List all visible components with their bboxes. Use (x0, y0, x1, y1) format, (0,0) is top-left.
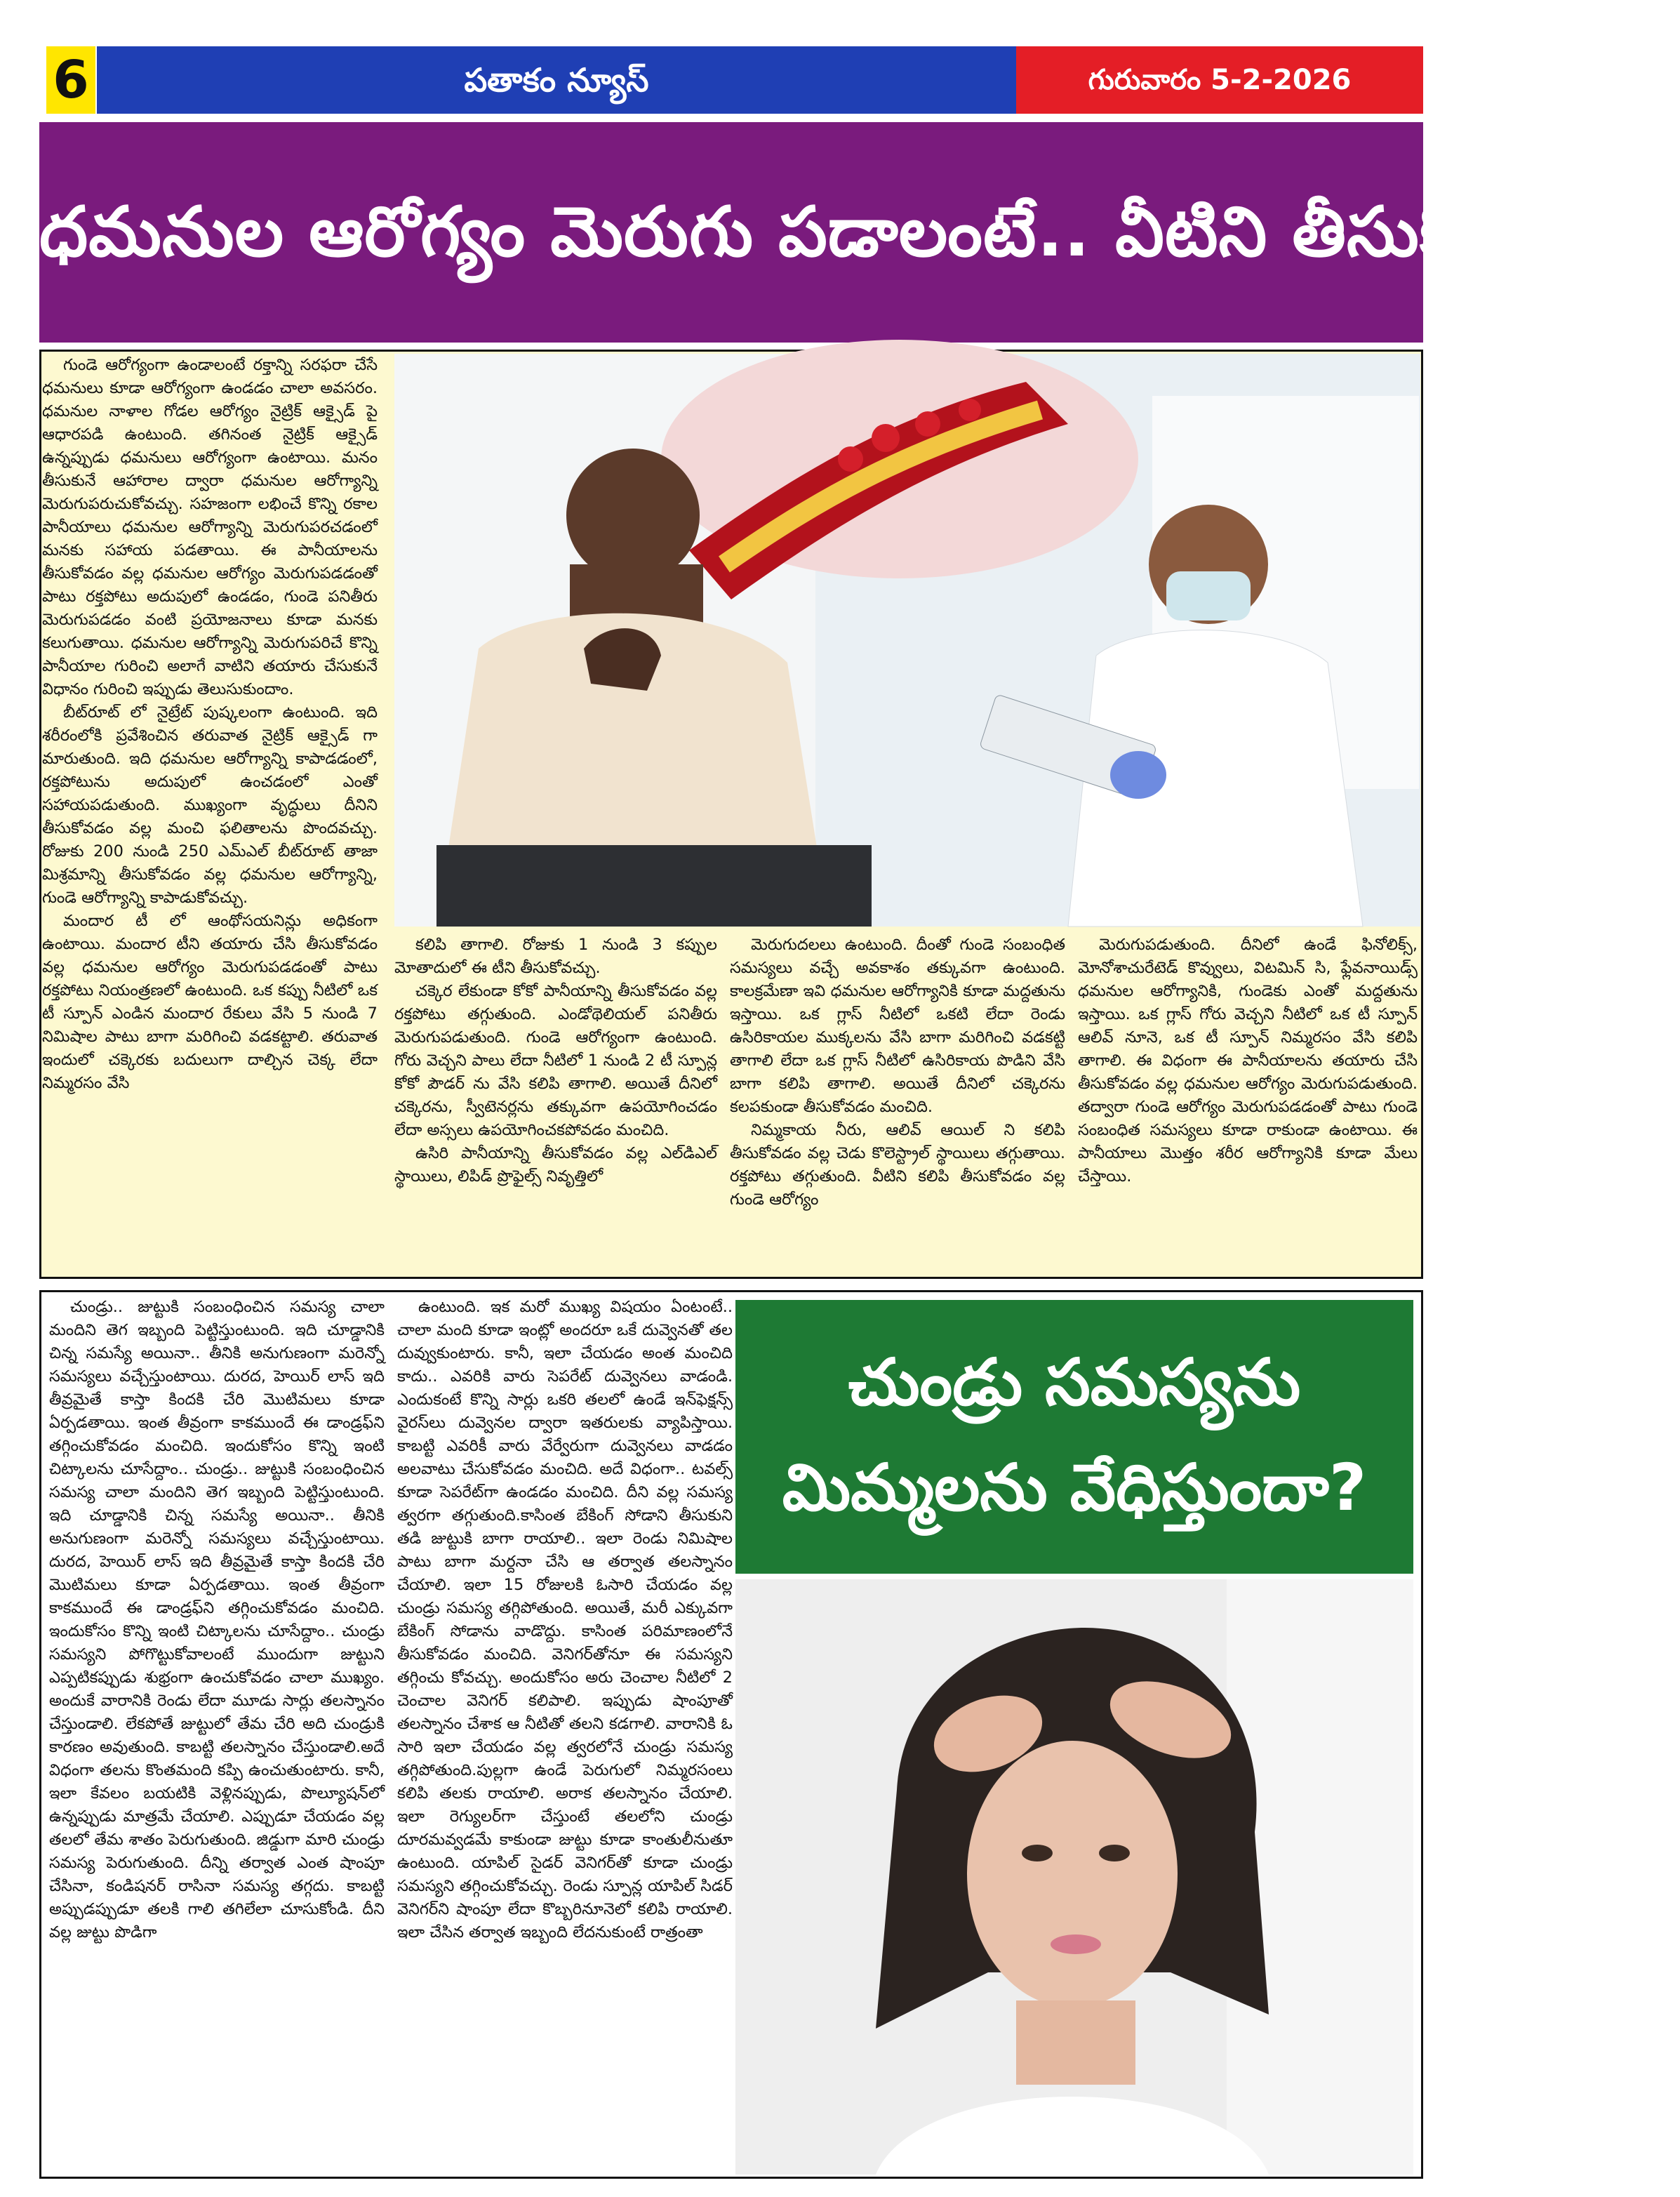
article2-column-1 (49, 1296, 385, 2173)
article1-column-1 (42, 354, 378, 1266)
article1-paragraph: బీట్‌రూట్ లో నైట్రేట్ పుష్కలంగా ఉంటుంది. ఇది శరీరంలోకి ప్రవేశించిన తరువాత నైట్రిక్ ఆక్సైడ్ గా మారుతుంది. ఇది ధమనుల ఆరోగ్యాన్ని కాపాడడంలో, రక్తపోటును అదుపులో ఉంచడంలో ఎంతో సహాయపడుతుంది. ముఖ్యంగా వృద్ధులు దీనిని తీసుకోవడం వల్ల మంచి ఫలితాలను పొందవచ్చు. రోజుకు 200 నుండి 250 ఎమ్ఎల్ బీట్‌రూట్ తాజా మిశ్రమాన్ని తీసుకోవడం వల్ల ధమనుల ఆరోగ్యాన్ని, గుండె ఆరోగ్యాన్ని కాపాడుకోవచ్చు. (42, 703, 378, 907)
article1-column-2 (394, 934, 717, 1270)
article2-headline-line1: చుండ్రు సమస్యను (848, 1345, 1301, 1420)
article1-paragraph: మెరుగుపడుతుంది. దీనిలో ఉండే ఫినోలిక్స్, మోనోశాచురేటెడ్ కొవ్వులు, విటమిన్ సి, ఫ్లేవనాయిడ్స్ ధమనుల ఆరోగ్యానికి, గుండెకు ఎంతో మద్దతును ఇస్తాయి. ఒక గ్లాస్ గోరు వెచ్చని నీటిలో ఒక టీ స్పూన్ ఆలివ్ నూనె, ఒక టీ స్పూన్ నిమ్మరసం వేసి కలిపి తాగాలి. ఈ విధంగా ఈ పానీయాలను తయారు చేసి తీసుకోవడం వల్ల ధమనుల ఆరోగ్యం మెరుగుపడుతుంది. తద్వారా గుండె ఆరోగ్యం మెరుగుపడడంతో పాటు గుండె సంబంధిత సమస్యలు కూడా రాకుండా ఉంటాయి. ఈ పానీయాలు మొత్తం శరీర ఆరోగ్యానికి కూడా మేలు చేస్తాయి. (1078, 936, 1418, 1186)
article1-headline: ధమనుల ఆరోగ్యం మెరుగు పడాలంటే.. వీటిని తీసుకోవాలి..! (39, 122, 1423, 343)
article1-photo (394, 354, 1420, 927)
article1-paragraph: మెరుగుదలలు ఉంటుంది. దీంతో గుండె సంబంధిత సమస్యలు వచ్చే అవకాశం తక్కువగా ఉంటుంది. కాలక్రమేణా ఇవి ధమనుల ఆరోగ్యానికి కూడా మద్దతును ఇస్తాయి. ఒక గ్లాస్ నీటిలో ఒకటి లేదా రెండు ఉసిరికాయల ముక్కలను వేసి బాగా మరిగించి వడకట్టి తాగాలి లేదా ఒక గ్లాస్ నీటిలో ఉసిరికాయ పొడిని వేసి బాగా కలిపి తాగాలి. అయితే దీనిలో చక్కెరను కలపకుండా తీసుకోవడం మంచిది. (730, 936, 1065, 1116)
article1-column-4 (1078, 934, 1418, 1270)
article1-column-3 (730, 934, 1065, 1270)
issue-date: గురువారం 5-2-2026 (1016, 46, 1423, 114)
article1-paragraph: నిమ్మకాయ నీరు, ఆలివ్ ఆయిల్ ని కలిపి తీసుకోవడం వల్ల చెడు కొలెస్ట్రాల్ స్థాయిలు తగ్గుతాయి. రక్తపోటు తగ్గుతుంది. వీటిని కలిపి తీసుకోవడం వల్ల గుండె ఆరోగ్యం (730, 1121, 1065, 1209)
woman-scalp-illustration (735, 1579, 1413, 2175)
article2-photo (735, 1579, 1413, 2175)
article2-headline (735, 1300, 1413, 1574)
page-number: 6 (46, 46, 95, 114)
article2-paragraph: ఉంటుంది. ఇక మరో ముఖ్య విషయం ఏంటంటే.. చాలా మంది కూడా ఇంట్లో అందరూ ఒకే దువ్వెనతో తల దువ్వుకుంటారు. కానీ, ఇలా చేయడం అంత మంచిది కాదు.. ఎవరికి వారు సెపరేట్ దువ్వెనలు వాడండి. ఎందుకంటే కొన్ని సార్లు ఒకరి తలలో ఉండే ఇన్‌ఫెక్షన్స్ వైరస్‌లు దువ్వెనల ద్వారా ఇతరులకు వ్యాపిస్తాయి. కాబట్టి ఎవరికీ వారు వేర్వేరుగా దువ్వెనలు వాడడం అలవాటు చేసుకోవడం మంచిది. అదే విధంగా.. టవల్స్ కూడా సెపరేట్‌గా ఉండడం మంచిది. దీని వల్ల సమస్య త్వరగా తగ్గుతుంది.కాసింత బేకింగ్ సోడాని తీసుకుని తడి జుట్టుకి బాగా రాయాలి.. ఇలా రెండు నిమిషాల పాటు బాగా మర్దనా చేసి ఆ తర్వాత తలస్నానం చేయాలి. ఇలా 15 రోజులకి ఓసారి చేయడం వల్ల చుండ్రు సమస్య తగ్గిపోతుంది. అయితే, మరీ ఎక్కువగా బేకింగ్ సోడాను వాడొద్దు. కాసింత పరిమాణంలోనే తీసుకోవడం మంచిది. వెనిగర్‌తోనూ ఈ సమస్యని తగ్గించు కోవచ్చు. అందుకోసం అరు చెంచాల నీటిలో 2 చెంచాల వెనిగర్ కలిపాలి. ఇప్పుడు షాంపూతో తలస్నానం చేశాక ఆ నీటితో తలని కడగాలి. వారానికి ఓ సారి ఇలా చేయడం వల్ల త్వరలోనే చుండ్రు సమస్య తగ్గిపోతుంది.పుల్లగా ఉండే పెరుగులో నిమ్మరసంలు కలిపి తలకు రాయాలి. అరాక తలస్నానం చేయాలి. ఇలా రెగ్యులర్‌గా చేస్తుంటే తలలోని చుండ్రు దూరమవ్వడమే కాకుండా జుట్టు కూడా కాంతులీనుతూ ఉంటుంది. యాపిల్ సైడర్ వెనిగర్‌తో కూడా చుండ్రు సమస్యని తగ్గించుకోవచ్చు. రెండు స్పూన్ల యాపిల్ సిడర్ వెనిగర్‌ని షాంపూ లేదా కొబ్బరినూనెలో కలిపి రాయాలి. ఇలా చేసిన తర్వాత ఇబ్బంది లేదనుకుంటే రాత్రంతా (397, 1298, 733, 1942)
article2-column-2 (397, 1296, 733, 2173)
article2-paragraph: చుండ్రు.. జుట్టుకి సంబంధించిన సమస్య చాలా మందిని తెగ ఇబ్బంది పెట్టిస్తుంటుంది. ఇది చూడ్డానికి చిన్న సమస్యే అయినా.. తీనికి అనుగుణంగా మరెన్నో సమస్యలు వచ్చేస్తుంటాయి. దురద, హెయిర్ లాస్ ఇది తీవ్రమైతే కాస్తా కిందకి చేరి మొటిమలు కూడా ఏర్పడతాయి. ఇంత తీవ్రంగా కాకముందే ఈ డాండ్రఫ్‌ని తగ్గించుకోవడం మంచిది. ఇందుకోసం కొన్ని ఇంటి చిట్కాలను చూసేద్దాం.. చుండ్రు.. జుట్టుకి సంబంధించిన సమస్య చాలా మందిని తెగ ఇబ్బంది పెట్టిస్తుంటుంది. ఇది చూడ్డానికి చిన్న సమస్యే అయినా.. తీనికి అనుగుణంగా మరెన్నో సమస్యలు వచ్చేస్తుంటాయి. దురద, హెయిర్ లాస్ ఇది తీవ్రమైతే కాస్తా కిందకి చేరి మొటిమలు కూడా ఏర్పడతాయి. ఇంత తీవ్రంగా కాకముందే ఈ డాండ్రఫ్‌ని తగ్గించుకోవడం మంచిది. ఇందుకోసం కొన్ని ఇంటి చిట్కాలను చూసేద్దాం.. చుండ్రు సమస్యని పోగొట్టుకోవాలంటే ముందుగా జుట్టుని ఎప్పటికప్పుడు శుభ్రంగా ఉంచుకోవడం చాలా ముఖ్యం. అందుకే వారానికి రెండు లేదా మూడు సార్లు తలస్నానం చేస్తుండాలి. లేకపోతే జుట్టులో తేమ చేరి అది చుండ్రుకి కారణం అవుతుంది. కాబట్టి తలస్నానం చేస్తుండాలి.అదే విధంగా తలను కొంతమంది కప్పి ఉంచుతుంటారు. కానీ, ఇలా కేవలం బయటికి వెళ్లినప్పుడు, పొల్యూషన్‌లో ఉన్నప్పుడు మాత్రమే చేయాలి. ఎప్పుడూ చేయడం వల్ల తలలో తేమ శాతం పెరుగుతుంది. జిడ్డుగా మారి చుండ్రు సమస్య పెరుగుతుంది. దీన్ని తర్వాత ఎంత షాంపూ చేసినా, కండిషనర్ రాసినా సమస్య తగ్గదు. కాబట్టి అప్పుడప్పుడూ తలకి గాలి తగిలేలా చూసుకోండి. దీని వల్ల జుట్టు పొడిగా (49, 1298, 385, 1942)
article1-paragraph: ఉసిరి పానీయాన్ని తీసుకోవడం వల్ల ఎల్‌డిఎల్ స్థాయిలు, లిపిడ్ ప్రొఫైల్స్ నివృత్తిలో (394, 1144, 717, 1186)
article1-paragraph: మందార టీ లో ఆంథోసయనిన్లు అధికంగా ఉంటాయి. మందార టీని తయారు చేసి తీసుకోవడం వల్ల ధమనుల ఆరోగ్యం మెరుగుపడడంతో పాటు రక్తపోటు నియంత్రణలో ఉంటుంది. ఒక కప్పు నీటిలో ఒక టీ స్పూన్ ఎండిన మందార రేకులు వేసి 5 నుండి 7 నిమిషాల పాటు బాగా మరిగించి వడకట్టాలి. తరువాత ఇందులో చక్కెరకు బదులుగా దాల్చిన చెక్క లేదా నిమ్మరసం వేసి (42, 912, 378, 1092)
article1-paragraph: గుండె ఆరోగ్యంగా ఉండాలంటే రక్తాన్ని సరఫరా చేసే ధమనులు కూడా ఆరోగ్యంగా ఉండడం చాలా అవసరం. ధమనుల నాళాల గోడల ఆరోగ్యం నైట్రిక్ ఆక్సైడ్ పై ఆధారపడి ఉంటుంది. తగినంత నైట్రిక్ ఆక్సైడ్ ఉన్నప్పుడు ధమనులు ఆరోగ్యంగా ఉంటాయి. మనం తీసుకునే ఆహారాల ద్వారా ధమనుల ఆరోగ్యాన్ని మెరుగుపరుచుకోవచ్చు. సహజంగా లభించే కొన్ని రకాల పానీయాలు ధమనుల ఆరోగ్యాన్ని మెరుగుపరచడంలో మనకు సహాయ పడతాయి. ఈ పానీయాలను తీసుకోవడం వల్ల ధమనుల ఆరోగ్యం మెరుగుపడడంతో పాటు రక్తపోటు అదుపులో ఉండడం, గుండె పనితీరు మెరుగుపడడం వంటి ప్రయోజనాలు కూడా మనకు కలుగుతాయి. ధమనుల ఆరోగ్యాన్ని మెరుగుపరిచే కొన్ని పానీయాల గురించి అలాగే వాటిని తయారు చేసుకునే విధానం గురించి ఇప్పుడు తెలుసుకుందాం. (42, 356, 378, 698)
article2-headline-line2: మిమ్మలను వేధిస్తుందా? (782, 1450, 1367, 1525)
article1-paragraph: చక్కెర లేకుండా కోకో పానీయాన్ని తీసుకోవడం వల్ల రక్తపోటు తగ్గుతుంది. ఎండోథెలియల్ పనితీరు మెరుగుపడుతుంది. గుండె ఆరోగ్యంగా ఉంటుంది. గోరు వెచ్చని పాలు లేదా నీటిలో 1 నుండి 2 టీ స్పూన్ల కోకో పౌడర్ ను వేసి కలిపి తాగాలి. అయితే దీనిలో చక్కెరను, స్వీటెనర్లను తక్కువగా ఉపయోగించడం లేదా అస్సలు ఉపయోగించకపోవడం మంచిది. (394, 982, 717, 1139)
doctor-patient-illustration (394, 354, 1420, 927)
article1-paragraph: కలిపి తాగాలి. రోజుకు 1 నుండి 3 కప్పుల మోతాదులో ఈ టీని తీసుకోవచ్చు. (394, 936, 717, 977)
newspaper-name: పతాకం న్యూస్ (97, 46, 1016, 114)
